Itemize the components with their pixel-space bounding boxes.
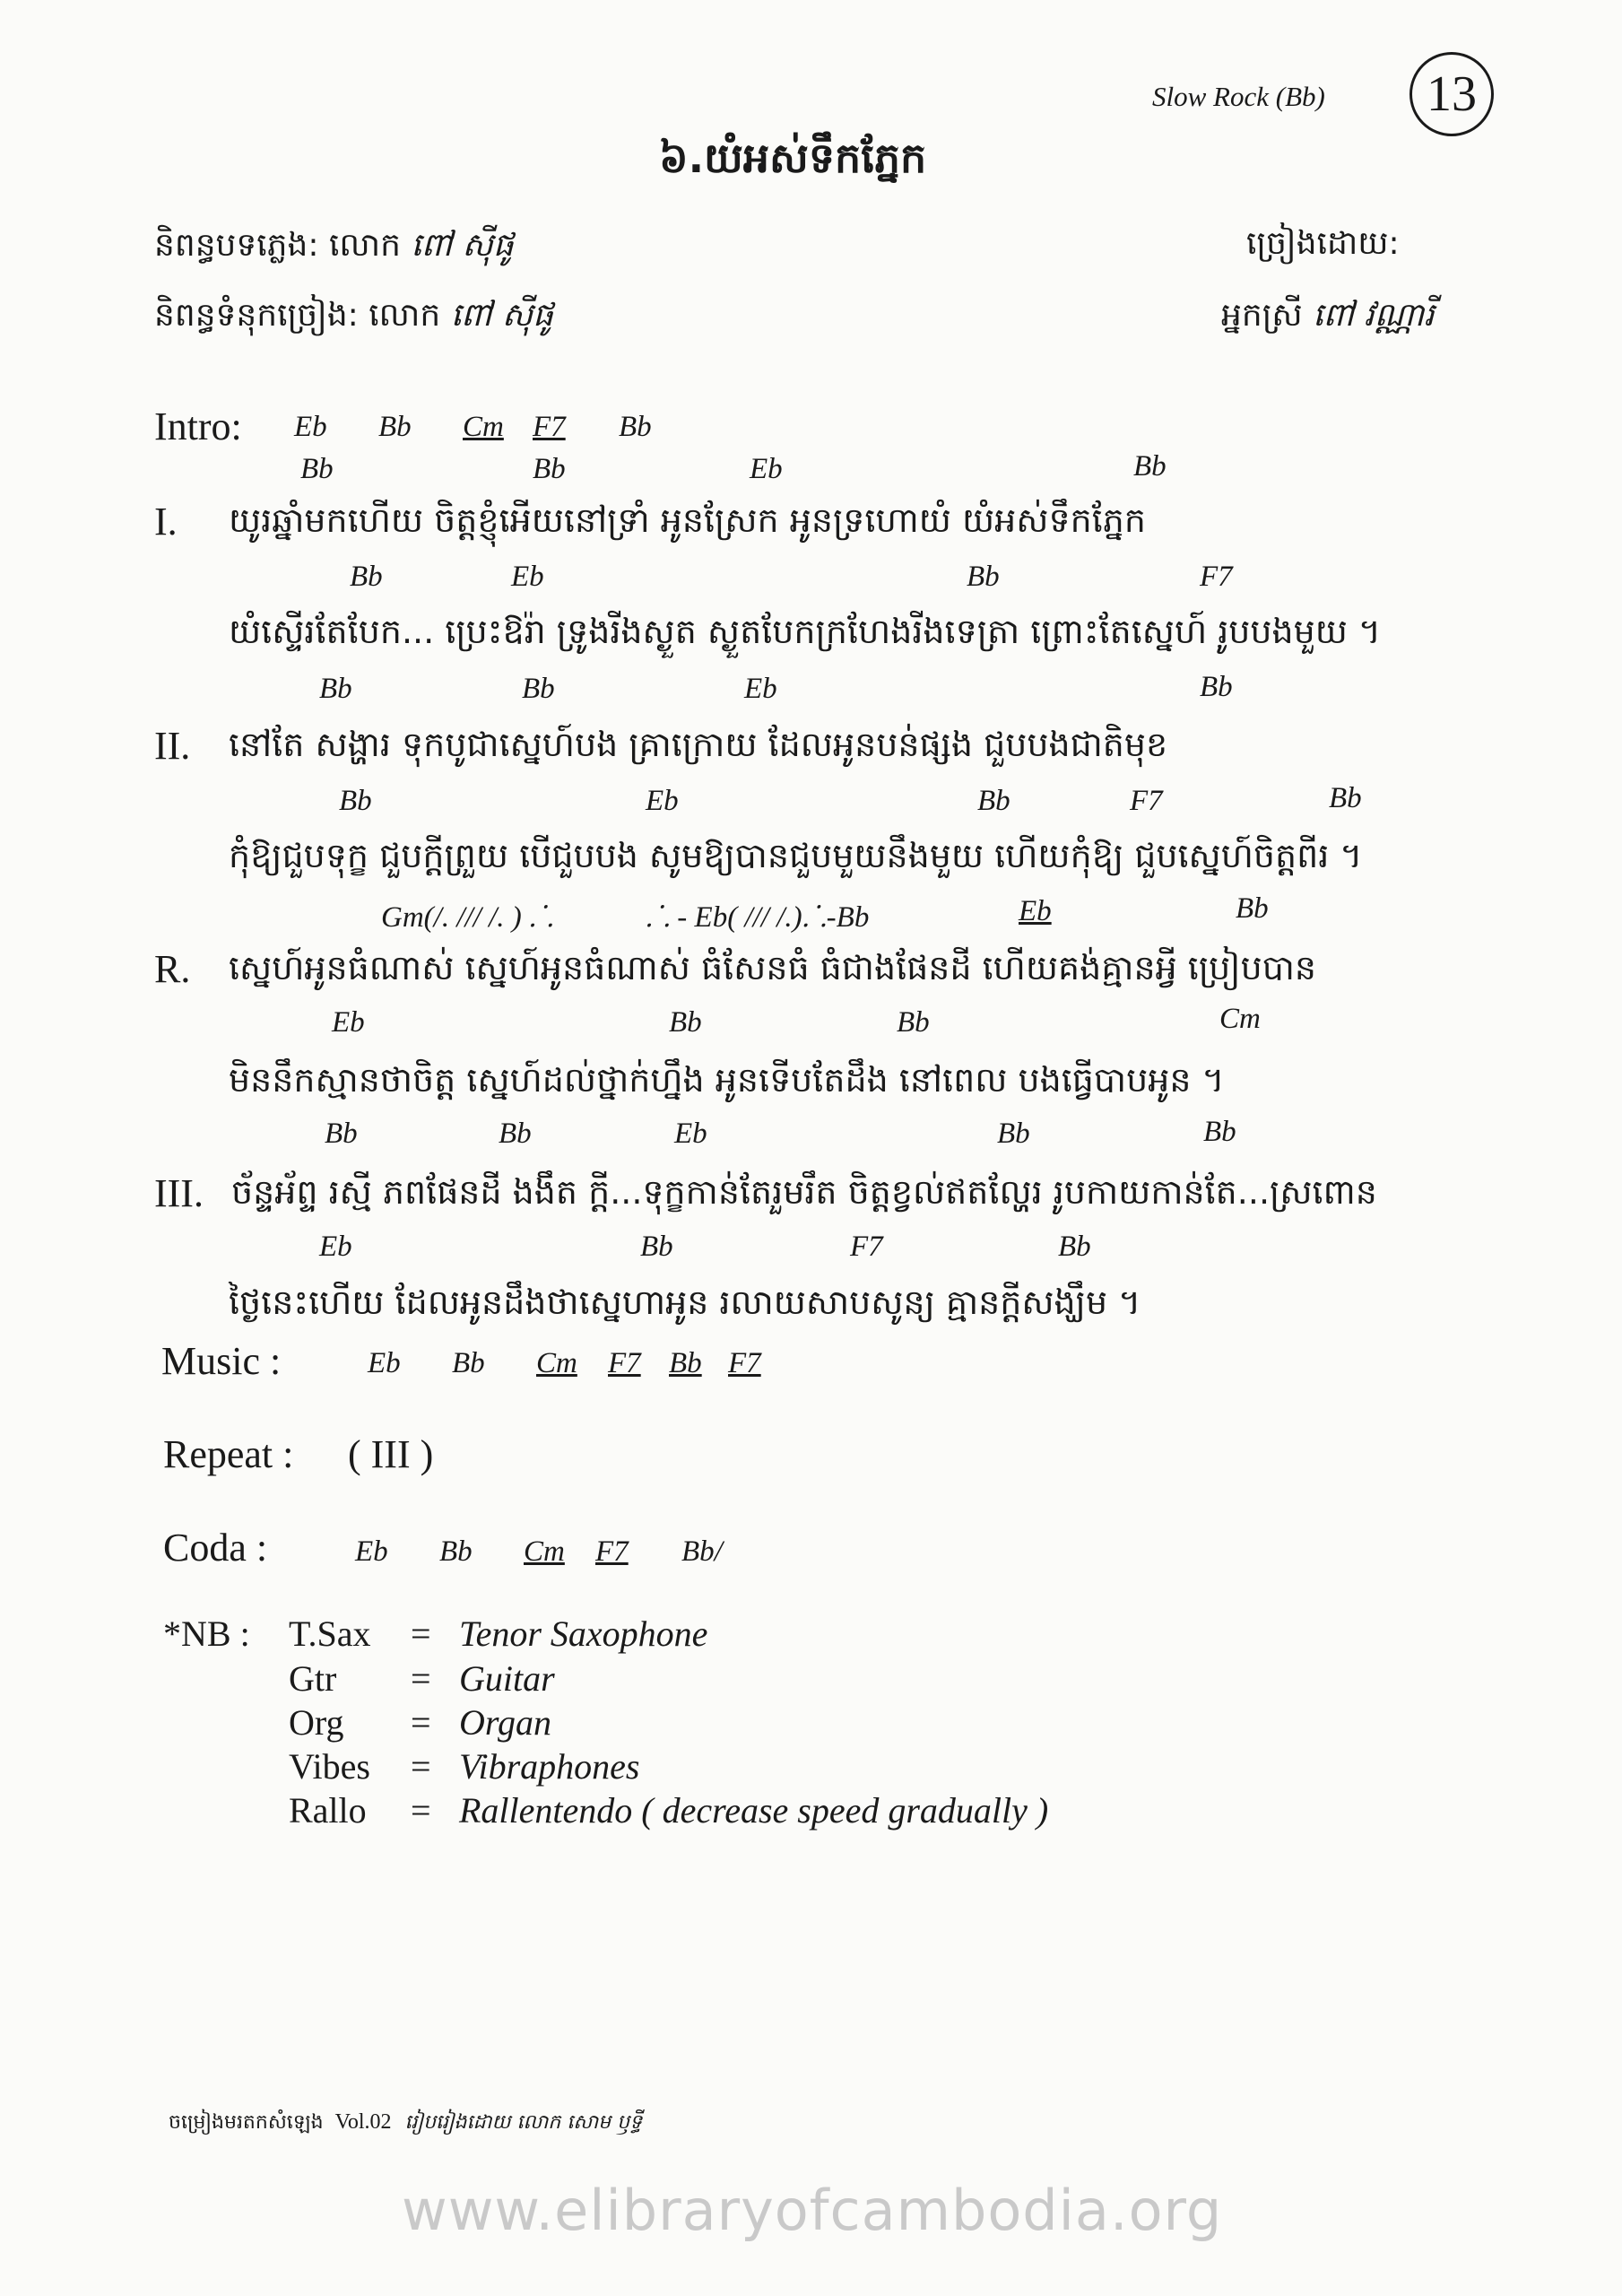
- nb-full: Organ: [459, 1702, 551, 1743]
- lyric-line: ស្នេហ៍អូនធំណាស់ ស្នេហ៍អូនធំណាស់ ធំសែនធំ ធំជាងផែនដី ហើយគង់គ្មានអ្វី ប្រៀបបាន: [229, 948, 1317, 987]
- nb-full: Guitar: [459, 1658, 555, 1699]
- intro-label: Intro:: [154, 404, 242, 448]
- chord: Bb: [1236, 892, 1269, 925]
- nb-abbr: Vibes: [289, 1746, 370, 1787]
- chord: Bb: [522, 673, 555, 705]
- music-chord: F7: [728, 1347, 761, 1379]
- tempo-label: Slow Rock (Bb): [1152, 81, 1325, 112]
- intro-chord: Cm: [463, 411, 504, 443]
- chord: Bb: [533, 453, 566, 485]
- music-label: Music :: [161, 1339, 282, 1383]
- intro-chord: Bb: [619, 411, 652, 443]
- chord: Eb: [511, 561, 544, 593]
- chord: Bb: [669, 1006, 702, 1039]
- song-title: ៦.យំអស់ទឹកភ្នែក: [659, 134, 927, 182]
- nb-equals: =: [411, 1613, 431, 1654]
- chord: Bb: [499, 1118, 532, 1150]
- chord: Bb: [350, 561, 383, 593]
- chord: Eb: [332, 1006, 365, 1039]
- music-composer-name: ពៅ ស៊ីផូ: [411, 227, 514, 264]
- music-composer-label: និពន្ធបទភ្លេង: លោក: [154, 227, 401, 264]
- chord: ⸫ - Eb( /// /.)⸫-Bb: [646, 901, 870, 934]
- nb-full: Tenor Saxophone: [459, 1613, 708, 1654]
- singer-prefix: អ្នកស្រី: [1221, 297, 1303, 334]
- lyricist: [154, 294, 553, 342]
- nb-equals: =: [411, 1702, 431, 1743]
- music-chord: Cm: [536, 1347, 577, 1379]
- nb-abbr: Org: [289, 1702, 344, 1743]
- nb-abbr: Rallo: [289, 1790, 367, 1831]
- coda-chord: Bb: [439, 1535, 473, 1568]
- section-label: III.: [154, 1171, 204, 1215]
- lyric-line: ច័ន្ទអ័ព្ទ រស្មី ភពផែនដី ងងឹត ក្ដី...ទុក្ខកាន់តែរួមរឹត ចិត្តខ្វល់ឥតល្ហែរ រូបកាយកាន់តែ...ស្រពោន: [231, 1172, 1377, 1212]
- chord: Bb: [325, 1118, 358, 1150]
- music-chord: Bb: [452, 1347, 485, 1379]
- intro-chord: Bb: [378, 411, 412, 443]
- section-label: I.: [154, 500, 178, 544]
- footer-volume: Vol.02: [334, 2110, 392, 2134]
- singer-label: ច្រៀងដោយ:: [1246, 225, 1400, 262]
- chord: F7: [850, 1231, 883, 1263]
- chord: Bb: [997, 1118, 1030, 1150]
- nb-equals: =: [411, 1746, 431, 1787]
- nb-equals: =: [411, 1658, 431, 1699]
- coda-chord: F7: [595, 1535, 629, 1568]
- chord: Bb: [1133, 450, 1167, 483]
- chord: Bb: [897, 1006, 930, 1039]
- lyricist-label: និពន្ធទំនុកច្រៀង: លោក: [154, 297, 441, 334]
- nb-abbr: Gtr: [289, 1658, 337, 1699]
- singer: [1221, 294, 1435, 342]
- lyric-line: យំស្ទើរតែបែក... ប្រេះឱរ៉ា ទ្រូងរីងស្ងួត ស្ងួតបែកក្រហែងរីងទេត្រា ព្រោះតែស្នេហ៍ រូបបងមួយ ។: [229, 612, 1382, 651]
- music-chord: F7: [608, 1347, 641, 1379]
- chord: Bb: [339, 785, 372, 817]
- singer-name: ពៅ វណ្ណារី: [1313, 297, 1435, 334]
- chord: Eb: [646, 785, 679, 817]
- coda-chord: Bb/: [681, 1535, 723, 1568]
- chord: Bb: [1058, 1231, 1091, 1263]
- nb-abbr: T.Sax: [289, 1613, 371, 1654]
- lyric-line: មិននឹកស្មានថាចិត្ត ស្នេហ៍ដល់ថ្នាក់ហ្នឹង អូនទើបតែដឹង នៅពេល បងធ្វើបាបអូន ។: [229, 1060, 1225, 1100]
- section-label: R.: [154, 947, 191, 991]
- chord: Eb: [674, 1118, 707, 1150]
- chord: Bb: [1200, 671, 1233, 703]
- lyric-line: នៅតែ សង្ហារ ទុកបូជាស្នេហ៍បង គ្រាក្រោយ ដែលអូនបន់ផ្សង ជួបបងជាតិមុខ: [229, 725, 1168, 764]
- page-number: 13: [1409, 52, 1494, 136]
- chord: Bb: [1203, 1116, 1236, 1148]
- chord: Bb: [300, 453, 334, 485]
- music-chord: Bb: [669, 1347, 702, 1379]
- repeat-value: ( III ): [348, 1432, 434, 1476]
- watermark: www.elibraryofcambodia.org: [402, 2178, 1223, 2243]
- chord: Bb: [640, 1231, 673, 1263]
- repeat-label: Repeat :: [163, 1432, 294, 1476]
- intro-chord: Eb: [294, 411, 327, 443]
- chord: Bb: [1329, 782, 1362, 814]
- chord: Eb: [750, 453, 783, 485]
- chord: Eb: [319, 1231, 352, 1263]
- chord: Eb: [1019, 895, 1052, 927]
- music-composer: [154, 224, 514, 272]
- chord: Gm(/. /// /. ) ⸫: [381, 901, 554, 934]
- nb-label: *NB :: [163, 1613, 250, 1654]
- music-chord: Eb: [368, 1347, 401, 1379]
- lyric-line: កុំឱ្យជួបទុក្ខ ជួបក្ដីព្រួយ បើជួបបង សូមឱ្យបានជួបមួយនឹងមួយ ហើយកុំឱ្យ ជួបស្នេហ៍ចិត្តពីរ ។: [229, 836, 1363, 875]
- coda-chord: Cm: [524, 1535, 565, 1568]
- chord: Cm: [1219, 1003, 1261, 1035]
- nb-full: Vibraphones: [459, 1746, 640, 1787]
- chord: Bb: [967, 561, 1000, 593]
- intro-chord: F7: [533, 411, 566, 443]
- lyric-line: យូរឆ្នាំមកហើយ ចិត្តខ្ញុំអើយនៅទ្រាំ អូនស្រែក អូនទ្រហោយំ យំអស់ទឹកភ្នែក: [229, 500, 1146, 540]
- chord: Eb: [744, 673, 777, 705]
- nb-full: Rallentendo ( decrease speed gradually ): [459, 1790, 1049, 1831]
- footer-book: ចម្រៀងមរតកសំឡេង: [169, 2111, 324, 2134]
- chord: Bb: [319, 673, 352, 705]
- chord: Bb: [977, 785, 1010, 817]
- section-label: II.: [154, 724, 191, 768]
- chord: F7: [1200, 561, 1233, 593]
- coda-chord: Eb: [355, 1535, 388, 1568]
- lyric-line: ថ្ងៃនេះហើយ ដែលអូនដឹងថាស្នេហាអូន រលាយសាបសូន្យ គ្មានក្ដីសង្ឃឹម ។: [229, 1283, 1141, 1322]
- lyricist-name: ពៅ ស៊ីផូ: [450, 297, 553, 334]
- chord: F7: [1130, 785, 1163, 817]
- footer: [169, 2109, 642, 2138]
- footer-compiler: រៀបរៀងដោយ លោក សោម ឫទ្ធី: [404, 2111, 643, 2134]
- coda-label: Coda :: [163, 1526, 268, 1570]
- nb-equals: =: [411, 1790, 431, 1831]
